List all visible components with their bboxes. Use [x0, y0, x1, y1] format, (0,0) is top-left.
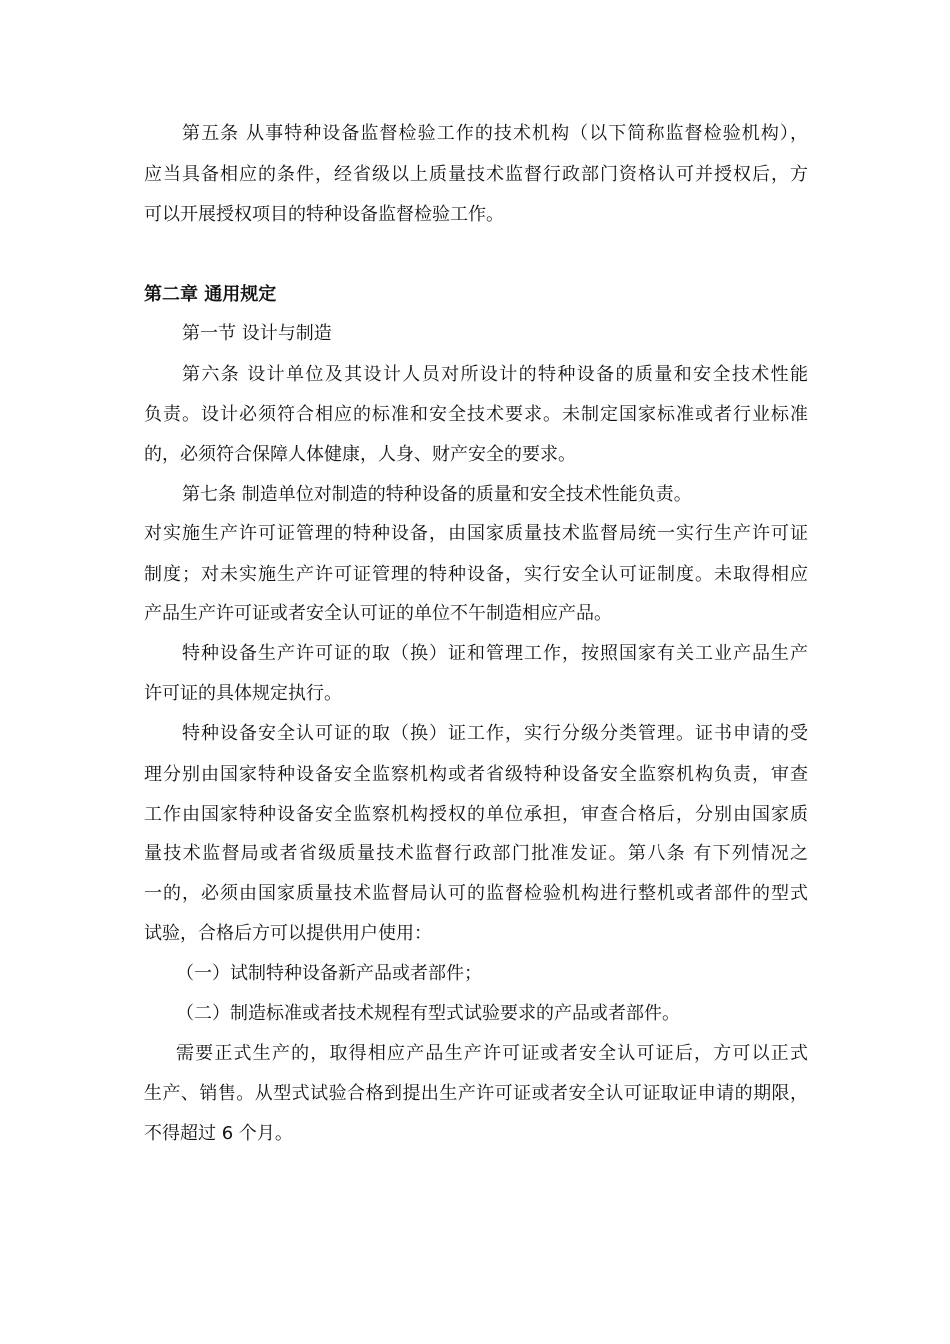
article-5-line-3: 可以开展授权项目的特种设备监督检验工作。 — [144, 204, 504, 225]
article-7-line-2: 对实施生产许可证管理的特种设备，由国家质量技术监督局统一实行生产许可证 — [144, 523, 808, 544]
chapter-2-heading: 第二章 通用规定 — [144, 284, 277, 305]
license-paragraph-line-1: 特种设备生产许可证的取（换）证和管理工作，按照国家有关工业产品生产 — [182, 643, 808, 664]
article-6-line-2: 负责。设计必须符合相应的标准和安全技术要求。未制定国家标准或者行业标准 — [144, 404, 808, 425]
section-1-heading: 第一节 设计与制造 — [182, 323, 332, 344]
article-6-line-3: 的，必须符合保障人体健康，人身、财产安全的要求。 — [144, 444, 576, 465]
article-5-line-1: 第五条 从事特种设备监督检验工作的技术机构（以下简称监督检验机构）， — [182, 123, 808, 144]
certificate-paragraph-line-1: 特种设备安全认可证的取（换）证工作，实行分级分类管理。证书申请的受 — [182, 723, 808, 744]
production-paragraph-line-2: 生产、销售。从型式试验合格到提出生产许可证或者安全认可证取证申请的期限， — [144, 1083, 808, 1104]
article-6-line-1: 第六条 设计单位及其设计人员对所设计的特种设备的质量和安全技术性能 — [182, 364, 808, 385]
production-paragraph-line-1: 需要正式生产的，取得相应产品生产许可证或者安全认可证后，方可以正式 — [176, 1043, 808, 1064]
article-8-line-1: 一的，必须由国家质量技术监督局认可的监督检验机构进行整机或者部件的型式 — [144, 883, 808, 904]
article-8-line-2: 试验，合格后方可以提供用户使用： — [144, 923, 432, 944]
article-8-item-2: （二）制造标准或者技术规程有型式试验要求的产品或者部件。 — [176, 1003, 680, 1024]
certificate-paragraph-line-2: 理分别由国家特种设备安全监察机构或者省级特种设备安全监察机构负责，审查 — [144, 764, 808, 785]
certificate-paragraph-line-3: 工作由国家特种设备安全监察机构授权的单位承担，审查合格后，分别由国家质 — [144, 804, 808, 825]
license-paragraph-line-2: 许可证的具体规定执行。 — [144, 683, 342, 704]
article-5-line-2: 应当具备相应的条件，经省级以上质量技术监督行政部门资格认可并授权后，方 — [144, 164, 808, 185]
article-7-line-4: 产品生产许可证或者安全认可证的单位不午制造相应产品。 — [144, 603, 612, 624]
article-8-item-1: （一）试制特种设备新产品或者部件； — [176, 963, 482, 984]
production-paragraph-line-3: 不得超过 6 个月。 — [144, 1123, 293, 1144]
certificate-paragraph-line-4: 量技术监督局或者省级质量技术监督行政部门批准发证。第八条 有下列情况之 — [144, 843, 808, 864]
article-7-line-3: 制度；对未实施生产许可证管理的特种设备，实行安全认可证制度。未取得相应 — [144, 564, 808, 585]
article-7-line-1: 第七条 制造单位对制造的特种设备的质量和安全技术性能负责。 — [182, 484, 692, 505]
